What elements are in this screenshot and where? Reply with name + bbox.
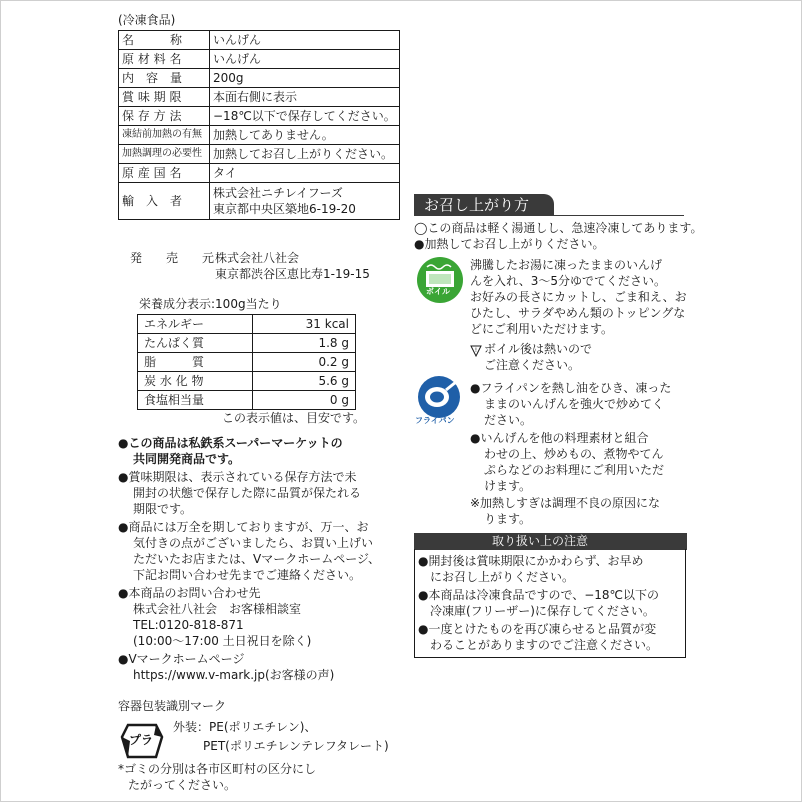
warning-icon [470, 342, 482, 354]
handling-text: ●一度とけたものを再び凍らせると品質が変 [418, 622, 657, 636]
boil-text: 沸騰したお湯に凍ったままのいんげ [470, 258, 663, 272]
spec-label: 内 容 量 [119, 69, 210, 88]
spec-value: 本面右側に表示 [210, 88, 400, 107]
nutrient-name: 炭 水 化 物 [138, 372, 253, 391]
pb-note-line: 共同開発商品です。 [133, 452, 241, 466]
importer-address: 東京都中央区築地6-19-20 [213, 202, 356, 216]
vmark-url: https://www.v-mark.jp(お客様の声) [133, 668, 335, 682]
nutrient-value: 1.8 g [253, 334, 356, 353]
spec-value: いんげん [210, 31, 400, 50]
pan-text: ●いんげんを他の料理素材と組合 [470, 431, 649, 445]
note-line: ●賞味期限は、表示されている保存方法で未 [118, 470, 357, 484]
cooking-header [414, 194, 554, 216]
note-line: ただいたお店または、Vマークホームページ、 [133, 552, 381, 566]
table-row [119, 126, 400, 145]
spec-value: 加熱してお召し上がりください。 [210, 145, 400, 164]
nutrient-name: エネルギー [138, 315, 253, 334]
spec-label: 賞 味 期 限 [119, 88, 210, 107]
spec-value: いんげん [210, 50, 400, 69]
seller-label: 発 売 元 [130, 251, 215, 265]
handling-text: わることがありますのでご注意ください。 [430, 638, 659, 652]
handling-title: 取り扱い上の注意 [492, 534, 589, 548]
nutrient-name: 脂 質 [138, 353, 253, 372]
pan-text: ださい。 [484, 413, 533, 427]
table-row [119, 107, 400, 126]
table-row [119, 183, 400, 220]
spec-value: −18℃以下で保存してください。 [210, 107, 400, 126]
pan-text: わせの上、炒めもの、煮物やてん [484, 447, 664, 461]
nutrient-name: 食塩相当量 [138, 391, 253, 410]
cooking-intro: ◯この商品は軽く湯通しし、急速冷凍してあります。 [414, 221, 703, 235]
category-label: (冷凍食品) [118, 13, 176, 27]
handling-text: ●開封後は賞味期限にかかわらず、お早め [418, 554, 644, 568]
boil-text: ひたし、サラダやめん類のトッピングな [470, 306, 686, 320]
boil-icon-label: ボイル [426, 287, 450, 296]
spec-label: 輸 入 者 [119, 183, 210, 220]
spec-table [118, 30, 400, 220]
recycle-note: たがってください。 [128, 778, 237, 792]
contact-name: 株式会社八社会 お客様相談室 [133, 602, 302, 616]
note-line: ●商品には万全を期しておりますが、万一、お [118, 520, 369, 534]
spec-label: 原 材 料 名 [119, 50, 210, 69]
handling-text: 冷凍庫(フリーザー)に保存してください。 [430, 604, 655, 618]
handling-text: にお召し上がりください。 [430, 570, 575, 584]
contact-tel: TEL:0120-818-871 [133, 618, 244, 632]
table-row [119, 69, 400, 88]
boil-icon [417, 257, 463, 303]
spec-label: 加熱調理の必要性 [119, 145, 210, 164]
nutrient-name: たんぱく質 [138, 334, 253, 353]
table-row [119, 145, 400, 164]
note-line: 期限です。 [133, 502, 193, 516]
note-line: ●Vマークホームページ [118, 652, 245, 666]
packaging-line: PET(ポリエチレンテレフタレート) [203, 739, 389, 753]
note-line: 気付きの点がございましたら、お買い上げい [133, 536, 374, 550]
nutrition-title: 栄養成分表示:100g当たり [139, 297, 282, 311]
divider [554, 215, 684, 216]
note-line: 開封の状態で保存した際に品質が保たれる [133, 486, 362, 500]
table-row [138, 353, 356, 372]
pan-text: ぷらなどのお料理にご利用いただ [484, 463, 665, 477]
table-row [138, 391, 356, 410]
recycle-note: *ゴミの分別は各市区町村の区分にし [118, 762, 317, 776]
cooking-title: お召し上がり方 [424, 196, 530, 214]
pla-mark-text: プラ [129, 733, 154, 747]
pan-icon-label: フライパン [415, 416, 455, 425]
nutrient-value: 0 g [253, 391, 356, 410]
nutrition-table [137, 314, 356, 410]
spec-value: 200g [210, 69, 400, 88]
pan-text: ままのいんげんを強火で炒めてく [484, 397, 665, 411]
pla-recycle-icon [118, 719, 166, 763]
pan-text: けます。 [484, 479, 532, 493]
table-row [138, 334, 356, 353]
table-row [138, 372, 356, 391]
seller-name: 株式会社八社会 [215, 251, 300, 265]
frying-pan-icon [418, 376, 460, 418]
spec-label: 保 存 方 法 [119, 107, 210, 126]
nutrient-value: 5.6 g [253, 372, 356, 391]
nutrition-note: この表示値は、目安です。 [222, 411, 366, 425]
pan-text: ※加熱しすぎは調理不良の原因にな [470, 496, 661, 510]
boil-warning: ボイル後は熱いので [484, 342, 593, 356]
pan-text: ●フライパンを熱し油をひき、凍った [470, 381, 672, 395]
spec-value: タイ [210, 164, 400, 183]
packaging-title: 容器包装識別マーク [118, 699, 227, 713]
importer-name: 株式会社ニチレイフーズ [213, 186, 343, 200]
boil-warning: ご注意ください。 [484, 358, 581, 372]
table-row [119, 88, 400, 107]
table-row [119, 31, 400, 50]
svg-text:!: ! [474, 347, 478, 354]
boil-text: どにご利用いただけます。 [470, 322, 614, 336]
spec-label: 名 称 [119, 31, 210, 50]
handling-header [414, 533, 687, 550]
boil-text: お好みの長さにカットし、ごま和え、お [470, 290, 687, 304]
note-line: 下記お問い合わせ先までご連絡ください。 [133, 568, 362, 582]
pan-text: ります。 [484, 512, 532, 526]
pb-note-line: ●この商品は私鉄系スーパーマーケットの [118, 436, 343, 450]
spec-label: 原 産 国 名 [119, 164, 210, 183]
seller-address: 東京都渋谷区恵比寿1-19-15 [215, 267, 370, 281]
contact-hours: (10:00〜17:00 土日祝日を除く) [133, 634, 312, 648]
boil-text: んを入れ、3〜5分ゆでてください。 [470, 274, 666, 288]
table-row [119, 50, 400, 69]
handling-text: ●本商品は冷凍食品ですので、−18℃以下の [418, 588, 660, 602]
nutrient-value: 0.2 g [253, 353, 356, 372]
cooking-intro: ●加熱してお召し上がりください。 [414, 237, 605, 251]
spec-value: 加熱してありません。 [210, 126, 400, 145]
spec-value [210, 183, 400, 220]
packaging-line: 外装：PE(ポリエチレン)、 [173, 720, 317, 734]
table-row [138, 315, 356, 334]
table-row [119, 164, 400, 183]
nutrient-value: 31 kcal [253, 315, 356, 334]
spec-label: 凍結前加熱の有無 [119, 126, 210, 145]
note-line: ●本商品のお問い合わせ先 [118, 586, 261, 600]
